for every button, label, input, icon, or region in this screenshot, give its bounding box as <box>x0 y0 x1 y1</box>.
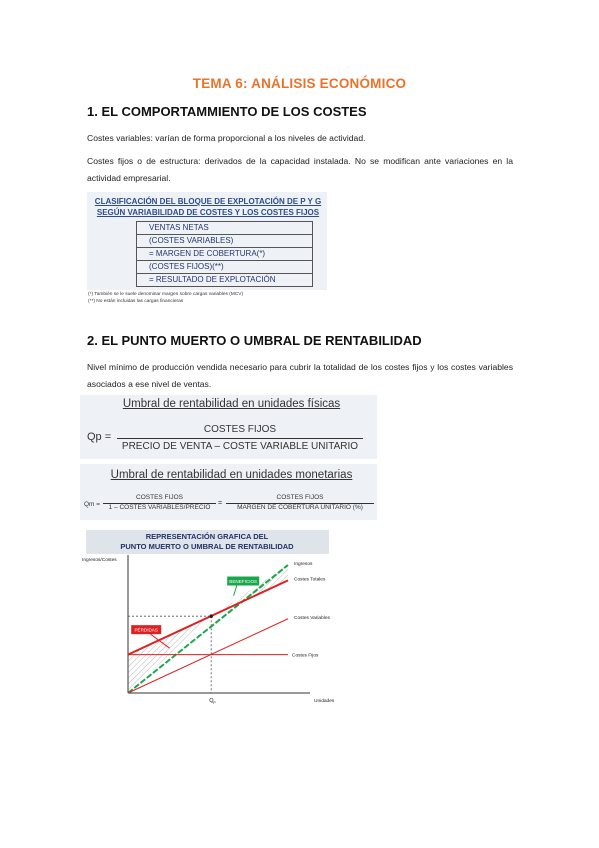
formula2-lhs: Qm = <box>84 501 101 508</box>
section1-para1: Costes variables: varían de forma proporcional a los niveles de actividad. <box>87 133 366 143</box>
series-label-4: Costes Fijos <box>292 653 319 659</box>
series-line-2 <box>128 580 288 654</box>
formula2-den1: 1 – COSTES VARIABLES/PRECIO <box>108 504 211 511</box>
formula2-title: Umbral de rentabilidad en unidades monetarias <box>110 469 353 481</box>
breakeven-point <box>209 614 213 618</box>
classification-title <box>88 196 328 218</box>
formula1-lhs: Qp = <box>87 431 112 443</box>
chart-title-line2: PUNTO MUERTO O UMBRAL DE RENTABILIDAD <box>120 542 294 551</box>
formula1-denominator: PRECIO DE VENTA – COSTE VARIABLE UNITARIO <box>121 441 359 452</box>
section1-heading: 1. EL COMPORTAMMIENTO DE LOS COSTES <box>87 104 367 119</box>
series-label-2: Costes Totales <box>294 577 326 583</box>
series-label-3: Costes Variables <box>294 615 330 621</box>
formula2-equals: = <box>218 500 223 507</box>
classification-note1: (*) También se le suele denominar margen sobre cargas variables (MCV) <box>88 292 244 297</box>
breakeven-chart <box>80 528 335 716</box>
classification-row: (COSTES FIJOS)(**) <box>137 261 312 274</box>
chart-title-line1: REPRESENTACIÓN GRAFICA DEL <box>145 532 269 541</box>
classification-row: (COSTES VARIABLES) <box>137 235 312 248</box>
classification-row: VENTAS NETAS <box>137 222 312 235</box>
x-axis-label: Unidades <box>314 699 335 704</box>
y-axis-label: Ingresos/Costes <box>82 558 117 563</box>
series-label-1: Ingresos <box>294 562 313 567</box>
formula1-title: Umbral de rentabilidad en unidades físicas <box>122 398 341 410</box>
formula2-den2: MARGEN DE COBERTURA UNITARIO (%) <box>237 504 363 511</box>
classification-title-line2: SEGÚN VARIABILIDAD DE COSTES Y LOS COSTES FIJOS <box>96 208 320 217</box>
breakeven-chart-svg <box>80 528 335 716</box>
section1-para2: Costes fijos o de estructura: derivados de la capacidad instalada. No se modifican ante variaciones en la actividad empresarial. <box>87 156 513 183</box>
loss-label: PÉRDIDAS <box>134 627 158 633</box>
section2-para: Nivel mínimo de producción vendida necesario para cubrir la totalidad de los costes fijos y los costes variables asociados a ese nivel de ventas. <box>87 362 513 389</box>
profit-label: BENEFICIOS <box>229 579 258 585</box>
x-tick-qp-sub: P <box>213 701 216 705</box>
profit-area <box>211 565 288 616</box>
formula2-num1: COSTES FIJOS <box>136 494 183 501</box>
classification-row: = MARGEN DE COBERTURA(*) <box>137 248 312 261</box>
classification-table <box>136 221 313 287</box>
x-tick-qp: Q <box>209 698 214 704</box>
formula1-numerator: COSTES FIJOS <box>203 424 277 435</box>
profit-label-arrow <box>234 585 237 595</box>
page-title: TEMA 6: ANÁLISIS ECONÓMICO <box>192 76 407 91</box>
classification-title-line1: CLASIFICACIÓN DEL BLOQUE DE EXPLOTACIÓN DE P Y G <box>94 197 322 206</box>
section2-heading: 2. EL PUNTO MUERTO O UMBRAL DE RENTABILIDAD <box>87 333 422 348</box>
formula2-num2: COSTES FIJOS <box>276 494 324 501</box>
classification-row: = RESULTADO DE EXPLOTACIÓN <box>137 274 312 287</box>
classification-note2: (**) No están incluidas las cargas financieras <box>88 299 184 304</box>
formula1-fraction-line <box>117 438 363 439</box>
